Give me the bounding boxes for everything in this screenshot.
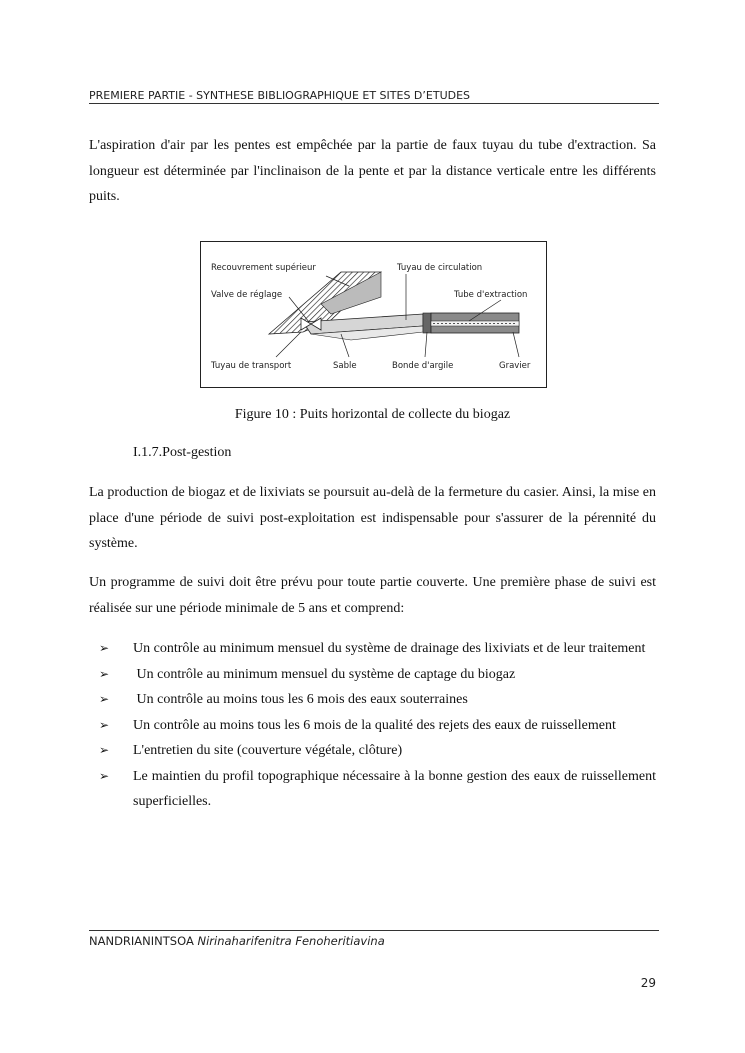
label-sable: Sable [333,361,357,371]
list-item [89,636,656,662]
list-item-text: Un contrôle au minimum mensuel du système de drainage des lixiviats et de leur traitement [133,641,646,656]
bullet-list [89,636,656,815]
list-item [89,662,656,688]
arrowhead-bullet-icon: ➢ [99,768,110,783]
list-item-text: Un contrôle au minimum mensuel du système de captage du biogaz [133,666,516,682]
label-tube-extraction: Tube d'extraction [454,290,528,300]
list-item-text: Un contrôle au moins tous les 6 mois de la qualité des rejets des eaux de ruissellement [133,717,616,733]
footer-author [89,934,385,948]
leader-gravier [513,332,519,357]
list-item [89,687,656,713]
header-rule [89,103,659,104]
arrowhead-bullet-icon: ➢ [99,641,110,655]
label-tuyau-circulation: Tuyau de circulation [397,263,483,273]
paragraph-programme: Un programme de suivi doit être prévu pour toute partie couverte. Une première phase de suivi est réalisée sur une période minimale de 5 ans et comprend: [89,575,656,616]
arrowhead-bullet-icon: ➢ [99,717,110,732]
label-gravier: Gravier [499,361,531,371]
section-heading: I.1.7.Post-gestion [133,445,232,460]
label-bonde: Bonde d'argile [392,361,454,371]
label-valve: Valve de réglage [211,290,283,300]
list-item [89,738,656,764]
clay-plug [423,313,431,333]
list-item [89,713,656,739]
leader-transport [276,332,301,357]
running-header: PREMIERE PARTIE - SYNTHESE BIBLIOGRAPHIQUE ET SITES D’ETUDES [89,89,471,102]
footer-rule [89,930,659,931]
list-item-text: L'entretien du site (couverture végétale, clôture) [133,743,403,758]
arrowhead-bullet-icon: ➢ [99,743,110,757]
figure-horizontal-well [200,241,547,388]
arrowhead-bullet-icon: ➢ [99,692,110,706]
author-surname: NANDRIANINTSOA [89,934,194,948]
list-item-text: Le maintien du profil topographique nécessaire à la bonne gestion des eaux de ruissellement superficielles. [133,768,656,809]
label-recouvrement: Recouvrement supérieur [211,263,316,273]
list-item [89,764,656,815]
list-item-text: Un contrôle au moins tous les 6 mois des eaux souterraines [133,692,468,707]
paragraph-post-gestion: La production de biogaz et de lixiviats se poursuit au-delà de la fermeture du casier. Ainsi, la mise en place d'une période de suivi post-exploitation est indispensable pour s'assurer de la pérennité du système. [89,485,656,551]
page-number: 29 [640,976,656,990]
leader-bonde [425,332,427,357]
author-given-names: Nirinaharifenitra Fenoheritiavina [197,934,385,948]
intro-paragraph: L'aspiration d'air par les pentes est empêchée par la partie de faux tuyau du tube d'extraction. Sa longueur est déterminée par l'inclinaison de la pente et par la distance verticale entre les différents puits. [89,138,656,204]
label-tuyau-transport: Tuyau de transport [211,361,292,371]
figure-caption: Figure 10 : Puits horizontal de collecte du biogaz [234,407,511,422]
arrowhead-bullet-icon: ➢ [99,666,110,681]
well-diagram [201,242,546,387]
